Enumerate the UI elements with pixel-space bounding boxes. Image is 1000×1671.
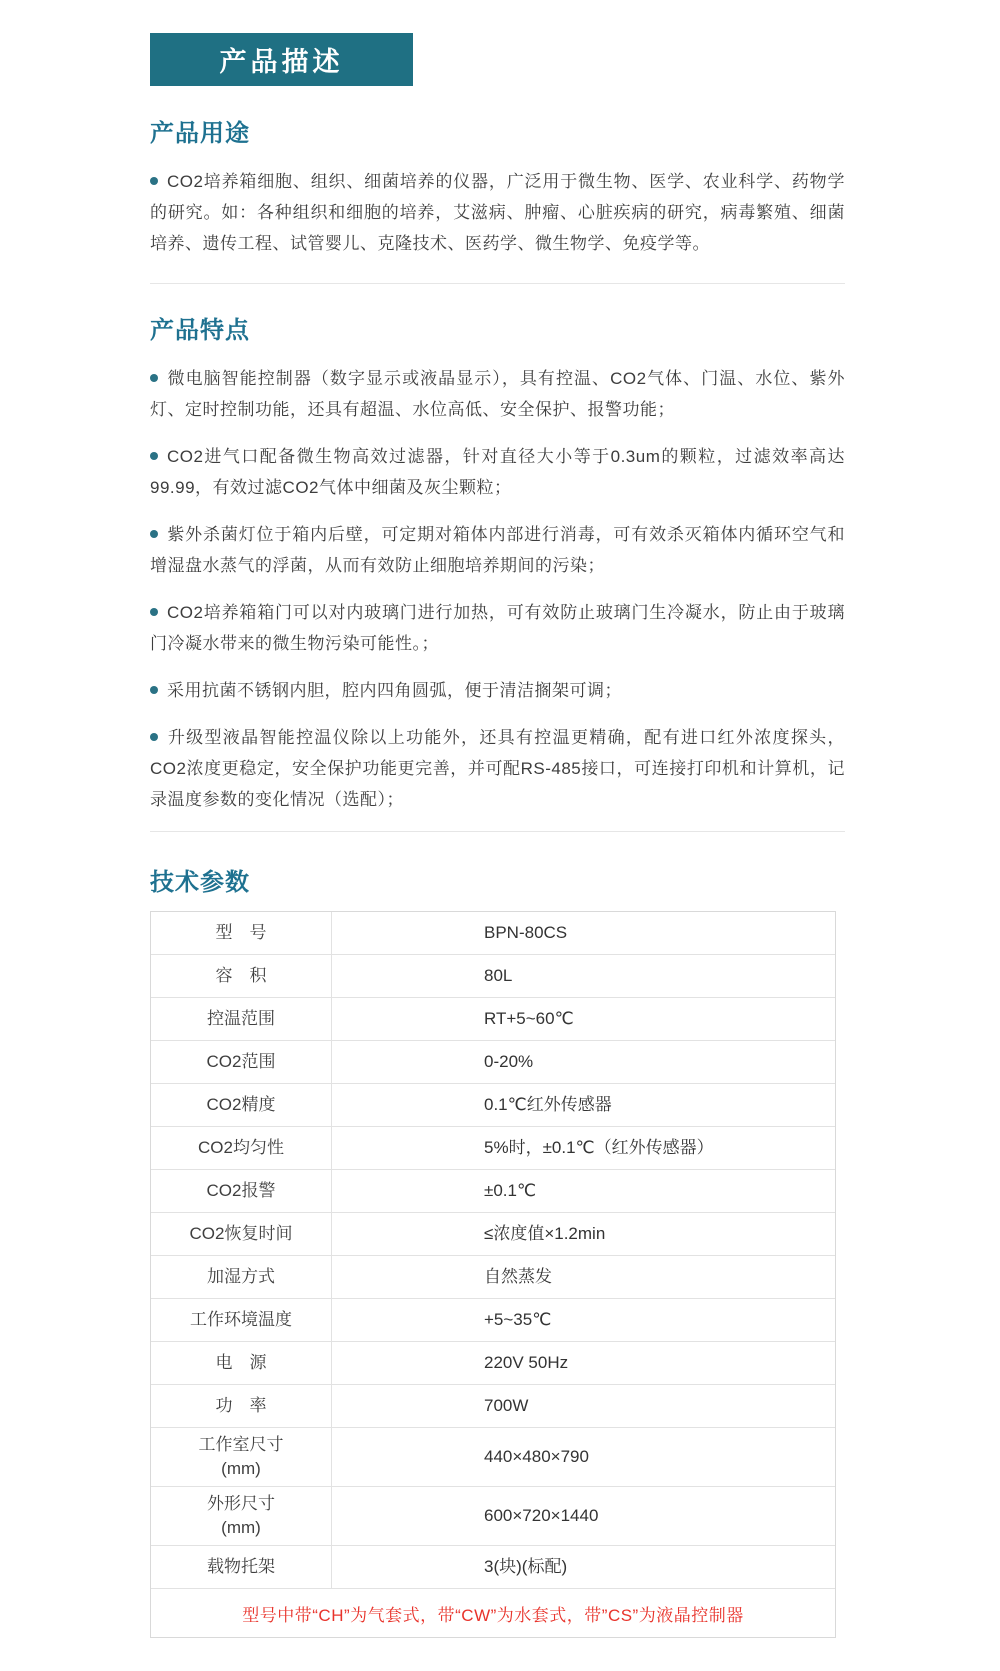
spec-value: RT+5~60℃ xyxy=(484,1009,574,1028)
spec-label-line1: 电 源 xyxy=(215,1353,267,1372)
spec-label-line1: 工作室尺寸 xyxy=(198,1435,284,1454)
feature-list xyxy=(150,363,845,815)
table-row xyxy=(151,1126,835,1169)
spec-label-line1: CO2恢复时间 xyxy=(189,1224,293,1243)
table-row xyxy=(151,1040,835,1083)
section-title-specs: 技术参数 xyxy=(150,869,250,896)
spec-label xyxy=(151,1213,332,1255)
spec-label-line1: CO2均匀性 xyxy=(198,1138,284,1157)
spec-value: 3(块)(标配) xyxy=(484,1557,568,1576)
section-divider xyxy=(150,831,845,832)
page-content xyxy=(150,33,845,1638)
table-row xyxy=(151,1341,835,1384)
spec-value: 0.1℃红外传感器 xyxy=(484,1095,612,1114)
section-divider xyxy=(150,283,845,284)
spec-label-line1: CO2报警 xyxy=(206,1181,276,1200)
product-description-banner xyxy=(150,33,413,86)
feature-item-text: 紫外杀菌灯位于箱内后壁，可定期对箱体内部进行消毒，可有效杀灭箱体内循环空气和增湿盘水蒸气的浮菌，从而有效防止细胞培养期间的污染； xyxy=(150,525,845,575)
spec-label-line1: 外形尺寸 xyxy=(207,1494,275,1513)
spec-label-line1: 载物托架 xyxy=(207,1557,275,1576)
spec-value: 600×720×1440 xyxy=(484,1506,599,1525)
spec-label xyxy=(151,1127,332,1169)
spec-label xyxy=(151,998,332,1040)
spec-value: ±0.1℃ xyxy=(484,1181,537,1200)
bullet-dot-icon xyxy=(150,530,158,538)
spec-value: 220V 50Hz xyxy=(484,1353,569,1372)
spec-value: BPN-80CS xyxy=(484,923,568,942)
feature-item xyxy=(150,722,845,815)
table-footnote-row xyxy=(151,1588,835,1637)
spec-label-line1: CO2范围 xyxy=(206,1052,276,1071)
feature-item xyxy=(150,441,845,503)
spec-label xyxy=(151,1299,332,1341)
feature-item xyxy=(150,675,845,706)
spec-label xyxy=(151,1041,332,1083)
feature-item-text: 采用抗菌不锈钢内胆，腔内四角圆弧，便于清洁搁架可调； xyxy=(167,681,622,700)
bullet-dot-icon xyxy=(150,452,158,460)
spec-label-line1: 容 积 xyxy=(215,966,267,985)
table-row xyxy=(151,1486,835,1545)
usage-paragraph xyxy=(150,166,845,259)
table-row xyxy=(151,1298,835,1341)
banner-title: 产品描述 xyxy=(219,47,344,77)
spec-value: ≤浓度值×1.2min xyxy=(484,1224,606,1243)
spec-label xyxy=(151,912,332,954)
spec-label-line1: 工作环境温度 xyxy=(190,1310,292,1329)
spec-label-line2: (mm) xyxy=(221,1459,261,1478)
spec-label xyxy=(151,1084,332,1126)
model-suffix-footnote: 型号中带“CH”为气套式，带“CW”为水套式，带”CS”为液晶控制器 xyxy=(242,1605,744,1625)
spec-label-line1: CO2精度 xyxy=(206,1095,276,1114)
bullet-dot-icon xyxy=(150,374,158,382)
spec-label xyxy=(151,1546,332,1588)
table-row xyxy=(151,1169,835,1212)
feature-item-text: 微电脑智能控制器（数字显示或液晶显示），具有控温、CO2气体、门温、水位、紫外灯、定时控制功能，还具有超温、水位高低、安全保护、报警功能； xyxy=(150,369,845,419)
feature-item xyxy=(150,519,845,581)
spec-table xyxy=(150,911,836,1638)
spec-value: 自然蒸发 xyxy=(484,1267,552,1286)
table-row xyxy=(151,912,835,954)
table-row xyxy=(151,1427,835,1486)
table-row xyxy=(151,1083,835,1126)
spec-label xyxy=(151,1487,332,1545)
spec-label xyxy=(151,1256,332,1298)
table-row xyxy=(151,1545,835,1588)
spec-label-line1: 控温范围 xyxy=(207,1009,275,1028)
feature-item-text: CO2培养箱箱门可以对内玻璃门进行加热，可有效防止玻璃门生冷凝水，防止由于玻璃门冷凝水带来的微生物污染可能性。； xyxy=(150,603,845,653)
spec-value: 0-20% xyxy=(484,1052,534,1071)
spec-label-line1: 型 号 xyxy=(215,923,267,942)
spec-label-line1: 功 率 xyxy=(215,1396,267,1415)
bullet-dot-icon xyxy=(150,177,158,185)
spec-label xyxy=(151,955,332,997)
spec-label xyxy=(151,1342,332,1384)
feature-item xyxy=(150,363,845,425)
table-row xyxy=(151,1384,835,1427)
bullet-dot-icon xyxy=(150,733,158,741)
spec-label xyxy=(151,1428,332,1486)
spec-label xyxy=(151,1385,332,1427)
table-row xyxy=(151,954,835,997)
spec-label-line1: 加湿方式 xyxy=(207,1267,275,1286)
spec-label-line2: (mm) xyxy=(221,1518,261,1537)
feature-item xyxy=(150,597,845,659)
feature-item-text: CO2进气口配备微生物高效过滤器，针对直径大小等于0.3um的颗粒，过滤效率高达 99.99，有效过滤CO2气体中细菌及灰尘颗粒； xyxy=(150,447,845,497)
usage-paragraph-text: CO2培养箱细胞、组织、细菌培养的仪器，广泛用于微生物、医学、农业科学、药物学的研究。如：各种组织和细胞的培养，艾滋病、肿瘤、心脏疾病的研究，病毒繁殖、细菌培养、遗传工程、试管婴儿、克隆技术、医药学、微生物学、免疫学等。 xyxy=(150,172,845,253)
feature-item-text: 升级型液晶智能控温仪除以上功能外，还具有控温更精确，配有进口红外浓度探头，CO2浓度更稳定，安全保护功能更完善，并可配RS-485接口，可连接打印机和计算机，记录温度参数的变化情况（选配）； xyxy=(150,728,845,809)
spec-value: 80L xyxy=(484,966,513,985)
section-title-usage: 产品用途 xyxy=(150,120,250,147)
spec-value: 5%时，±0.1℃（红外传感器） xyxy=(484,1138,714,1157)
section-title-features: 产品特点 xyxy=(150,317,250,344)
spec-value: 700W xyxy=(484,1396,529,1415)
bullet-dot-icon xyxy=(150,686,158,694)
table-row xyxy=(151,997,835,1040)
spec-value: +5~35℃ xyxy=(484,1310,552,1329)
spec-rows xyxy=(151,912,835,1588)
table-row xyxy=(151,1212,835,1255)
spec-value: 440×480×790 xyxy=(484,1447,589,1466)
spec-label xyxy=(151,1170,332,1212)
table-row xyxy=(151,1255,835,1298)
bullet-dot-icon xyxy=(150,608,158,616)
